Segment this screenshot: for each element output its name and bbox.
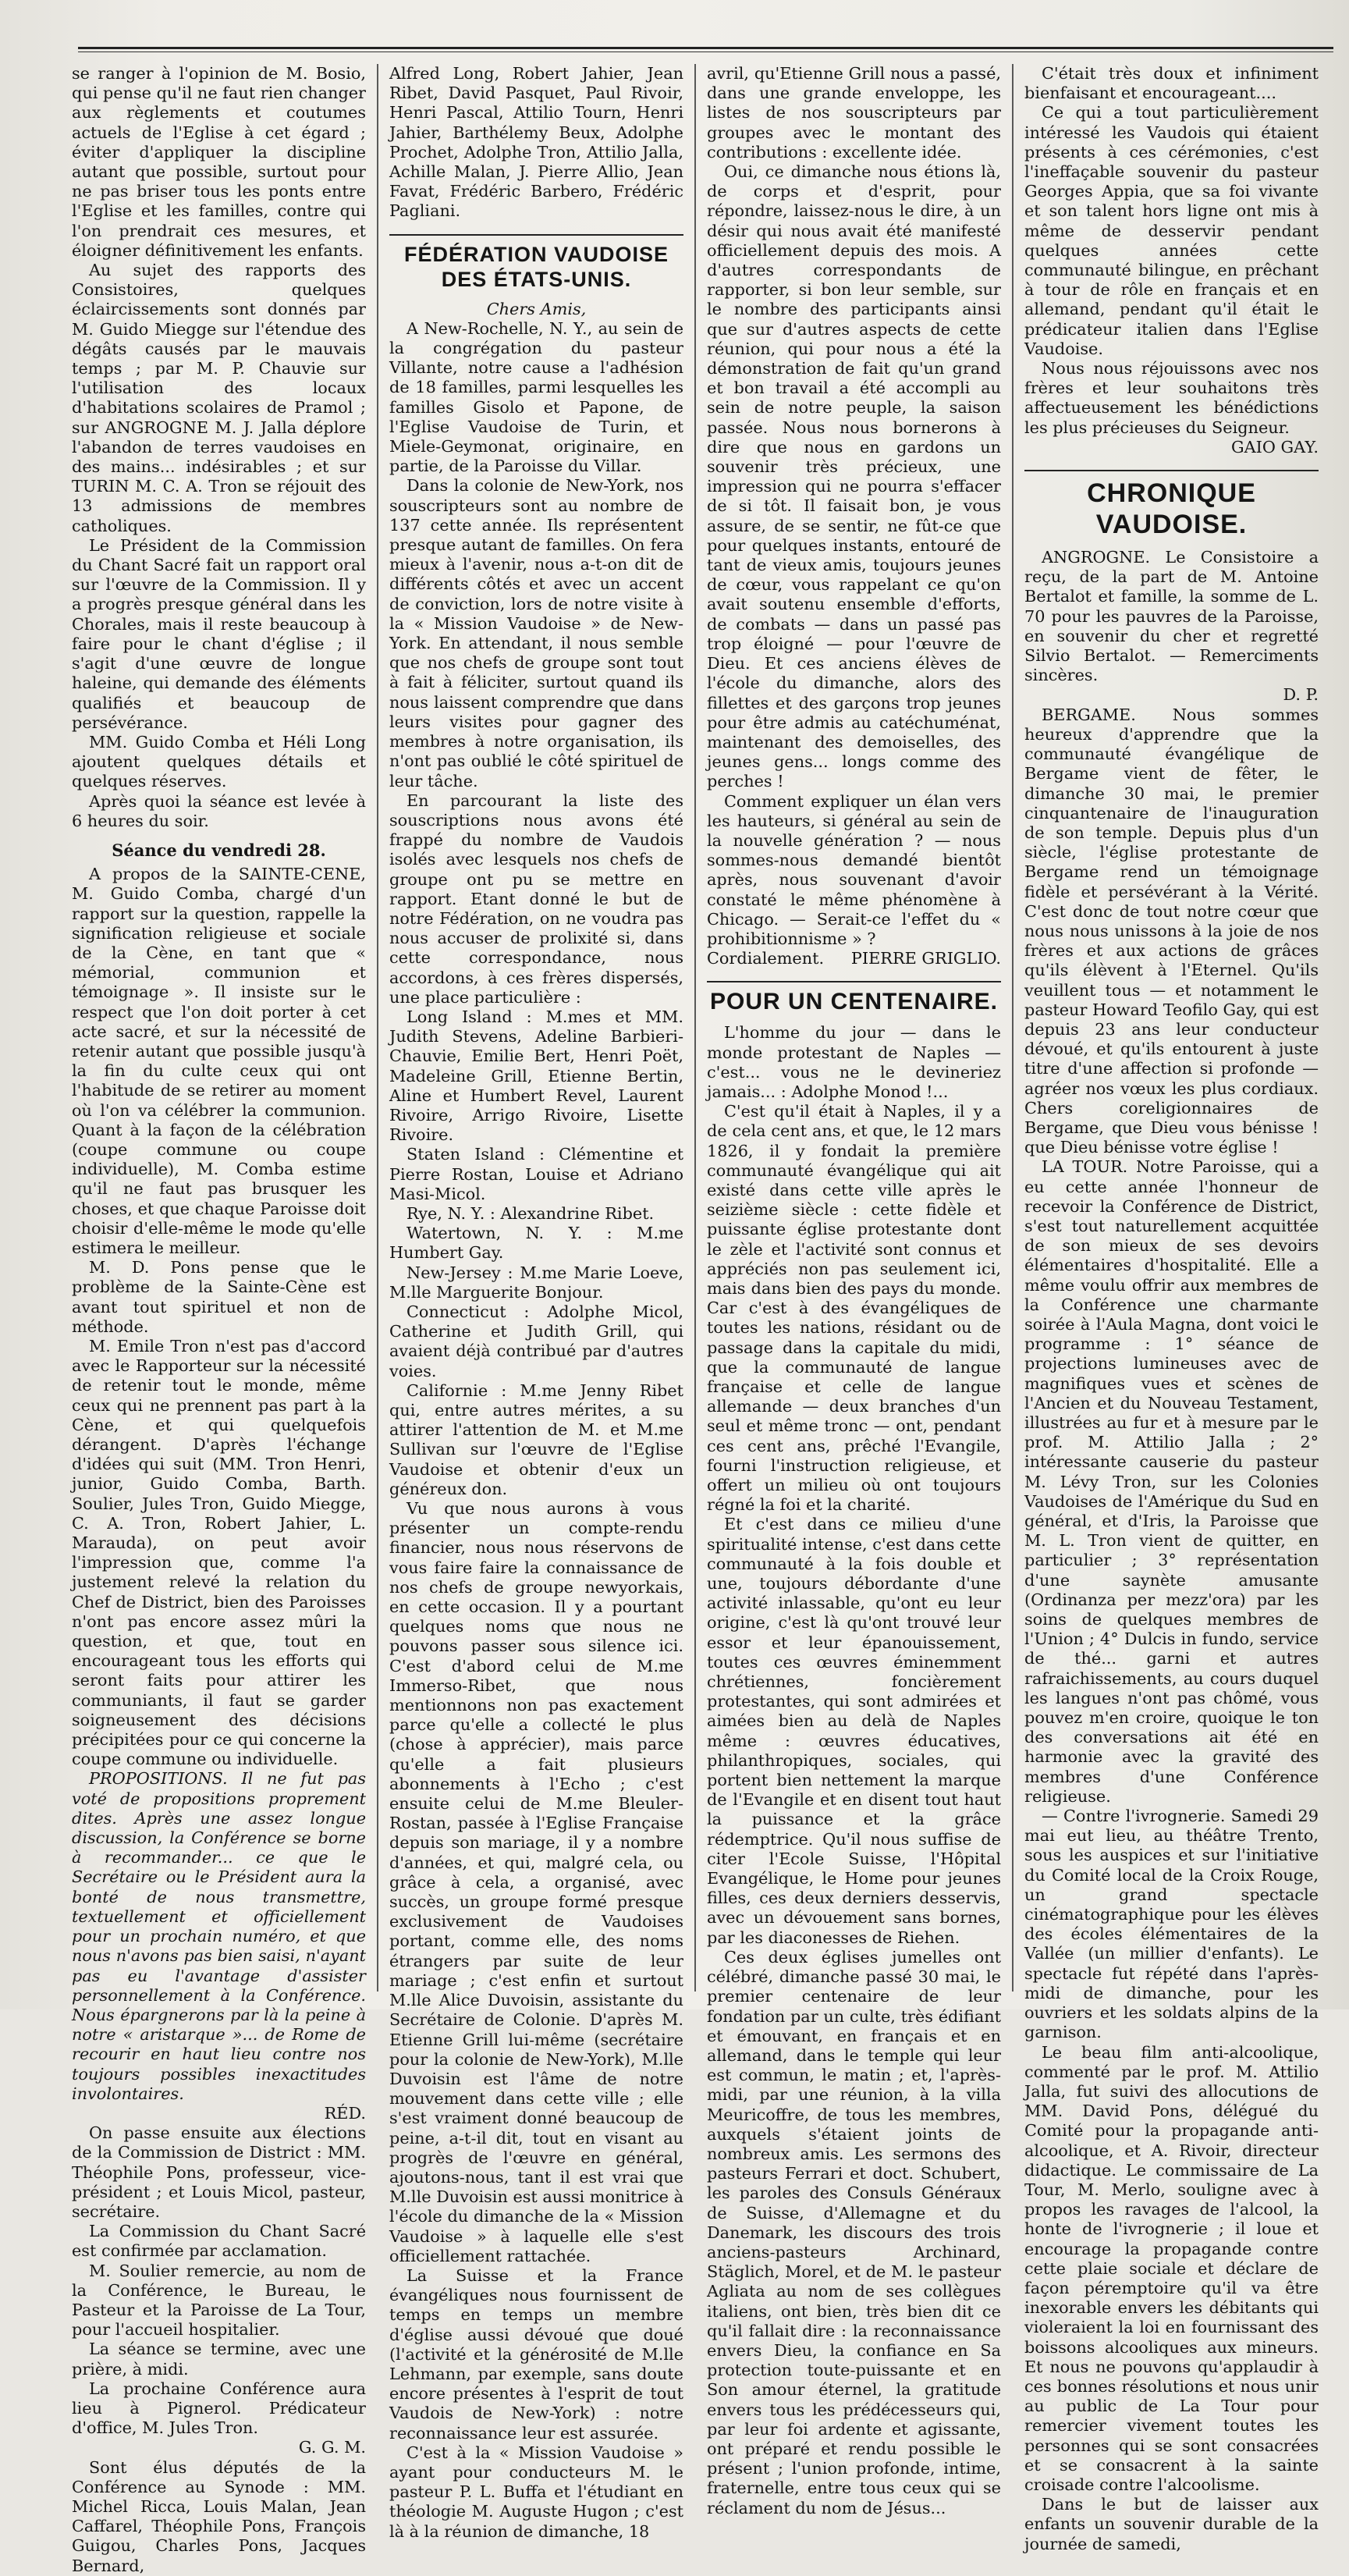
article-headline: FÉDÉRATION VAUDOISE DES ÉTATS-UNIS. [389,234,683,292]
paragraph: M. D. Pons pense que le problème de la Sainte-Cène est avant tout spirituel et non de méthode. [72,1258,366,1336]
paragraph: L'homme du jour — dans le monde protestant de Naples — c'est... vous ne le devineriez jamais... : Adolphe Monod !... [707,1023,1001,1101]
paragraph: On passe ensuite aux élections de la Commission de District : MM. Théophile Pons, professeur, vice-président ; et Louis Micol, pasteur, secrétaire. [72,2123,366,2221]
signature: G. G. M. [298,2438,366,2457]
paragraph: Ce qui a tout particulièrement intéressé les Vaudois qui étaient présents à ces cérémonies, c'est l'ineffaçable souvenir du pasteur Georges Appia, que sa foi vivante et son talent hors ligne ont mis à même de desservir pendant quelques années cette communauté bilingue, en prêchant à tour de rôle en français et en allemand, pendant qu'il était le prédicateur italien dans l'Eglise Vaudoise. [1024,103,1319,358]
paragraph: Watertown, N. Y. : M.me Humbert Gay. [389,1224,683,1263]
salutation: Chers Amis, [486,299,587,318]
columns [61,64,1333,2575]
paragraph: Dans le but de laisser aux enfants un souvenir durable de la journée de samedi, [1024,2495,1319,2553]
paragraph: — Contre l'ivrognerie. Samedi 29 mai eut lieu, au théâtre Trento, sous les auspices et sur l'initiative du Comité local de la Croix Rouge, un grand spectacle cinématographique pour les élèves des écoles élémentaires de la Vallée (un millier d'enfants). Le spectacle fut répété dans l'après-midi de dimanche, pour les ouvriers et les soldats alpins de la garnison. [1024,1807,1319,2042]
paragraph: New-Jersey : M.me Marie Loeve, M.lle Marguerite Bonjour. [389,1263,683,1302]
section-subhead: Séance du vendredi 28. [112,840,326,860]
paragraph: Connecticut : Adolphe Micol, Catherine et Judith Grill, qui avaient déjà contribué par d'autres voies. [389,1302,683,1380]
paragraph: se ranger à l'opinion de M. Bosio, qui pense qu'il ne faut rien changer aux règlements et coutumes actuels de l'Eglise à cet égard ; éviter d'appliquer la discipline autant que possible, surtout pour ne pas briser tous les ponts entre l'Eglise et les familles, contre qui l'on prendrait ces mesures, et éloigner définitivement les enfants. [72,64,366,260]
paragraph: A New-Rochelle, N. Y., au sein de la congrégation du pasteur Villante, notre cause a l'adhésion de 18 familles, parmi lesquelles les familles Gisolo et Papone, de l'Eglise Vaudoise de Turin, et Miele-Geymonat, originaire, en partie, de la Paroisse du Villar. [389,318,683,476]
paragraph: La séance se termine, avec une prière, à midi. [72,2340,366,2379]
paragraph: C'est à la « Mission Vaudoise » ayant pour conducteurs M. le pasteur P. L. Buffa et l'étudiant en théologie M. Auguste Hugon ; c'est là à la réunion de dimanche, 18 [389,2443,683,2541]
column-3 [696,64,1012,2517]
paragraph: Ces deux églises jumelles ont célébré, dimanche passé 30 mai, le premier centenaire de leur fondation par un culte, très édifiant et émouvant, en français et en allemand, dans le temple qui leur est commun, le matin ; et, l'après-midi, par une réunion, à la villa Meuricoffre, de tous les membres, auxquels s'étaient joints de nombreux amis. Les sermons des pasteurs Ferrari et doct. Schubert, les paroles des Consuls Généraux de Suisse, d'Allemagne et du Danemark, les discours des trois anciens-pasteurs Archinard, Stäglich, Morel, et de M. le pasteur Agliata au nom de ses collègues italiens, ont bien, très bien dit ce qu'il fallait dire : la reconnaissance envers Dieu, la confiance en Sa protection toute-puissante et en Son amour éternel, la gratitude envers tous les prédécesseurs qui, par leur foi ardente et agissante, ont préparé et rendu possible le présent ; l'union profonde, intime, fraternelle, entre tous ceux qui se réclament du nom de Jésus... [707,1947,1001,2517]
paragraph: La Suisse et la France évangéliques nous fournissent de temps en temps un membre d'église aussi dévoué que doué (l'activité et la générosité de M.lle Lehmann, par exemple, sans doute encore présentes à l'esprit de tout Vaudois de New-York) : notre reconnaissance leur est assurée. [389,2265,683,2443]
paragraph: Sont élus députés de la Conférence au Synode : MM. Michel Ricca, Louis Malan, Jean Caffarel, Théophile Pons, François Guigou, Charles Pons, Jacques Bernard, [72,2457,366,2575]
signature: RÉD. [324,2103,366,2123]
paragraph: Long Island : M.mes et MM. Judith Stevens, Adeline Barbieri-Chauvie, Emilie Bert, Henri Poët, Madeleine Grill, Etienne Bertin, Aline et Humbert Revel, Laurent Rivoire, Arrigo Rivoire, Lisette Rivoire. [389,1007,683,1145]
paragraph: La Commission du Chant Sacré est confirmée par acclamation. [72,2222,366,2261]
signature-row [707,949,1001,968]
paragraph: Californie : M.me Jenny Ribet qui, entre autres mérites, a su attirer l'attention de M. et M.me Sullivan sur l'œuvre de l'Eglise Vaudoise et obtenir d'eux un généreux don. [389,1380,683,1498]
paragraph: C'était très doux et infiniment bienfaisant et encourageant.... [1024,64,1319,103]
paragraph: Le beau film anti-alcoolique, commenté par le prof. M. Attilio Jalla, fut suivi des allocutions de MM. David Pons, délégué du Comité pour la propagande anti-alcoolique, et A. Rivoir, directeur didactique. Le commissaire de La Tour, M. Merlo, souligne avec à propos les ravages de l'alcool, la honte de l'ivrognerie ; il loue et encourage la propagande contre cette plaie sociale et déclare de façon péremptoire qu'il va être inexorable envers les débitants qui violeraient la loi en fournissant des boissons alcooliques aux mineurs. Et nous ne pouvons qu'applaudir à ces bonnes résolutions et nous unir au public de La Tour pour remercier vivement toutes les personnes qui se sont consacrées et se consacrent à la sainte croisade contre l'alcoolisme. [1024,2042,1319,2494]
paragraph: M. Emile Tron n'est pas d'accord avec le Rapporteur sur la nécessité de retenir tout le monde, même ceux qui ne prennent pas part à la Cène, et qui quelquefois dérangent. D'après l'échange d'idées qui suit (MM. Tron Henri, junior, Guido Comba, Barth. Soulier, Jules Tron, Guido Miegge, C. A. Tron, Robert Jahier, L. Marauda), on peut avoir l'impression que, comme l'a justement relevé la relation du Chef de District, bien des Paroisses n'ont pas encore assez mûri la question, et que, tout en encourageant tous les efforts qui seront faits pour attirer les communiants, il faut se garder soigneusement des décisions précipitées pour ce qui concerne la coupe commune ou individuelle. [72,1337,366,1769]
paragraph: Alfred Long, Robert Jahier, Jean Ribet, David Pasquet, Paul Rivoir, Henri Pascal, Attilio Tourn, Henri Jahier, Barthélemy Beux, Adolphe Prochet, Adolphe Tron, Attilio Jalla, Achille Malan, J. Pierre Allio, Jean Favat, Frédéric Barbero, Frédéric Pagliani. [389,64,683,221]
paragraph: Comment expliquer un élan vers les hauteurs, si général au sein de la nouvelle génération ? — nous sommes-nous demandé bientôt après, nous souvenant d'avoir constaté le même phénomène à Chicago. — Serait-ce l'effet du « prohibitionnisme » ? [707,791,1001,948]
paragraph: Rye, N. Y. : Alexandrine Ribet. [406,1203,655,1223]
paragraph: LA TOUR. Notre Paroisse, qui a eu cette année l'honneur de recevoir la Conférence de District, s'est tout naturellement acquittée de son mieux de ses devoirs élémentaires d'hospitalité. Elle a même voulu offrir aux membres de la Conférence une charmante soirée à l'Aula Magna, dont voici le programme : 1° séance de projections lumineuses avec de magnifiques vues et scènes de l'Ancien et du Nouveau Testament, illustrées au fur et à mesure par le prof. M. Attilio Jalla ; 2° intéressante causerie du pasteur M. Lévy Tron, sur les Colonies Vaudoises de l'Amérique du Sud en général, et d'Iris, la Paroisse que M. L. Tron vient de quitter, en particulier ; 3° représentation d'une saynète amusante (Ordinanza per mezz'ora) par les soins de quelques membres de l'Union ; 4° Dulcis in fundo, service de thé... garni et autres rafraichissements, au cours duquel les langues n'ont pas chômé, vous pouvez m'en croire, quoique le ton des conversations ait été en harmonie avec la gravité des membres d'une Conférence religieuse. [1024,1157,1319,1806]
paragraph: Le Président de la Commission du Chant Sacré fait un rapport oral sur l'œuvre de la Commission. Il y a progrès presque général dans les Chorales, mais il reste beaucoup à faire pour le chant d'église ; il s'agit d'une œuvre de longue haleine, qui demande des éléments qualifiés et beaucoup de persévérance. [72,535,366,732]
signature: PIERRE GRIGLIO. [850,949,1001,968]
column-2 [378,64,694,2541]
paragraph: MM. Guido Comba et Héli Long ajoutent quelques détails et quelques réserves. [72,732,366,791]
paragraph: Nous nous réjouissons avec nos frères et leur souhaitons très affectueusement les bénédictions les plus précieuses du Seigneur. [1024,359,1319,437]
paragraph: La prochaine Conférence aura lieu à Pignerol. Prédicateur d'office, M. Jules Tron. [72,2379,366,2438]
paragraph: C'est qu'il était à Naples, il y a de cela cent ans, et que, le 12 mars 1826, il y fondait la première communauté évangélique qui ait existé dans cette ville après le seizième siècle : cette fidèle et puissante église protestante dont le zèle et l'activité sont connus et appréciés non pas seulement ici, mais dans bien des pays du monde. Car c'est à des évangéliques de toutes les nations, résidant ou de passage dans la capitale du midi, que la communauté de langue française et celle de langue allemande — deux branches d'un seul et même tronc — ont, pendant ces cent ans, prêché l'Evangile, fourni l'instruction religieuse, et offert un milieu où ont toujours régné la foi et la charité. [707,1102,1001,1515]
section-headline: CHRONIQUE VAUDOISE. [1024,470,1319,540]
article-headline: POUR UN CENTENAIRE. [707,981,1001,1015]
paragraph: Staten Island : Clémentine et Pierre Rostan, Louise et Adriano Masi-Micol. [389,1145,683,1203]
paragraph: avril, qu'Etienne Grill nous a passé, dans une grande enveloppe, les listes de nos souscripteurs par groupes avec le montant des contributions : excellente idée. [707,64,1001,162]
paragraph: Oui, ce dimanche nous étions là, de corps et d'esprit, pour répondre, laissez-nous le dire, à un désir qui nous avait été manifesté officiellement depuis des mois. A d'autres correspondants de rapporter, si bon leur semble, sur le nombre des participants ainsi que sur d'autres aspects de cette réunion, qui pour nous a été la démonstration de fait qu'un grand et bon travail a été accompli au sein de notre peuple, la saison passée. Nous nous bornerons à dire que nous en gardons un souvenir très précieux, une impression qui ne pourra s'effacer de si tôt. Il faisait bon, je vous assure, de se sentir, ne fût-ce que pour quelques instants, entouré de tant de vieux amis, toujours jeunes de cœur, vous rappelant ce qu'on avait soutenu ensemble d'efforts, de combats — dans un passé pas trop éloigné — pour l'œuvre de Dieu. Et ces anciens élèves de l'école du dimanche, alors des fillettes et des garçons trop jeunes pour être admis au catéchuménat, maintenant des demoiselles, des jeunes gens... longs comme des perches ! [707,162,1001,791]
column-1 [61,64,377,2575]
paragraph: M. Soulier remercie, au nom de la Conférence, le Bureau, le Pasteur et la Paroisse de La Tour, pour l'accueil hospitalier. [72,2261,366,2340]
column-4 [1014,64,1329,2553]
paragraph: Vu que nous aurons à vous présenter un compte-rendu financier, nous nous réservons de vous faire faire la connaissance de nos chefs de groupe newyorkais, en cette occasion. Il y a pourtant quelques noms que nous ne pouvons passer sous silence ici. C'est d'abord celui de M.me Immerso-Ribet, que nous mentionnons non pas exactement parce qu'elle a collecté le plus (chose à apprécier), mais parce qu'elle a fait plusieurs abonnements à l'Echo ; c'est ensuite celui de M.me Bleuler-Rostan, passée à l'Eglise Française depuis son mariage, il y a nombre d'années, et qui, malgré cela, ou grâce à cela, a organisé, avec succès, un groupe formé presque exclusivement de Vaudoises portant, comme elle, des noms étrangers par suite de leur mariage ; c'est enfin et surtout M.lle Alice Duvoisin, assistante du Secrétaire de Colonie. D'après M. Etienne Grill lui-même (secrétaire pour la colonie de New-York), M.lle Duvoisin est l'âme de notre mouvement dans cette ville ; elle s'est vraiment donné beaucoup de peine, a-t-il dit, tout en visant au progrès de l'œuvre en général, ajoutons-nous, tant il est vrai que M.lle Duvoisin est aussi monitrice à l'école du dimanche de la « Mission Vaudoise » à laquelle elle s'est officiellement rattachée. [389,1499,683,2265]
signature: GAIO GAY. [1231,437,1319,457]
signature: D. P. [1283,685,1319,705]
top-rule [78,47,1333,52]
paragraph: ANGROGNE. Le Consistoire a reçu, de la part de M. Antoine Bertalot et famille, la somme de L. 70 pour les pauvres de la Paroisse, en souvenir du cher et regretté Silvio Bertalot. — Remerciments sincères. [1024,548,1319,685]
paragraph: PROPOSITIONS. Il ne fut pas voté de propositions proprement dites. Après une assez longue discussion, la Conférence se borne à recommander... ce que le Secrétaire ou le Président aura la bonté de nous transmettre, textuellement et officiellement pour un prochain numéro, et que nous n'avons pas bien saisi, n'ayant pas eu l'avantage d'assister personnellement à la Conférence. Nous épargnerons par là la peine à notre « aristarque »... de Rome de recourir en haut lieu contre nos toujours possibles inexactitudes involontaires. [72,1769,366,2103]
paragraph: A propos de la SAINTE-CENE, M. Guido Comba, chargé d'un rapport sur la question, rappelle la signification religieuse et sociale de la Cène, en tant que « mémorial, communion et témoignage ». Il insiste sur le respect que l'on doit porter à cet acte sacré, et sur la nécessité de retenir autant que possible jusqu'à la fin du culte ceux qui ont l'habitude de se retirer au moment où l'on va célébrer la communion. Quant à la façon de la célébration (coupe commune ou coupe individuelle), M. Comba estime qu'il ne faut pas brusquer les choses, et que chaque Paroisse doit choisir d'elle-même le mode qu'elle estimera le meilleur. [72,865,366,1257]
paragraph: Dans la colonie de New-York, nos souscripteurs sont au nombre de 137 cette année. Ils représentent presque autant de familles. On fera mieux à l'avenir, nous a-t-on dit de différents côtés et avec un accent de conviction, lors de notre visite à la « Mission Vaudoise » de New-York. En attendant, il nous semble que nos chefs de groupe sont tout à fait à féliciter, surtout quand ils nous laissent comprendre que dans leurs visites pour gagner des membres à notre organisation, ils n'ont pas oublié le côté spirituel de leur tâche. [389,476,683,791]
column-divider [694,64,696,1992]
paragraph: Au sujet des rapports des Consistoires, quelques éclaircissements sont donnés par M. Guido Miegge sur l'étendue des dégâts causés par le mauvais temps ; par M. P. Chauvie sur l'utilisation des locaux d'habitations scolaires de Pramol ; sur ANGROGNE M. J. Jalla déplore l'abandon de terres vaudoises en des mains... indésirables ; et sur TURIN M. C. A. Tron se réjouit des 13 admissions de membres catholiques. [72,261,366,535]
column-divider [1012,64,1014,1992]
paragraph: Et c'est dans ce milieu d'une spiritualité intense, c'est dans cette communauté à la fois double et une, toujours débordante d'une activité inlassable, qu'ont eu leur origine, c'est là qu'ont trouvé leur essor et leur épanouissement, toutes ces œuvres éminemment chrétiennes, foncièrement protestantes, qui sont admirées et aimées bien au delà de Naples même : œuvres éducatives, philanthropiques, sociales, qui portent bien nettement la marque de l'Evangile et en disent tout haut la puissance et la grâce rédemptrice. Qu'il nous suffise de citer l'Ecole Suisse, l'Hôpital Evangélique, le Home pour jeunes filles, ces deux derniers desservis, avec un dévouement sans bornes, par les diaconesses de Riehen. [707,1515,1001,1947]
sign-off: Cordialement. [707,949,825,968]
paragraph: En parcourant la liste des souscriptions nous avons été frappé du nombre de Vaudois isolés avec lesquels nos chefs de groupe ont pu se mettre en rapport. Etant donné le but de notre Fédération, on ne voudra pas nous accuser de prolixité si, dans cette correspondance, nous accordons, à ces frères dispersés, une place particulière : [389,791,683,1007]
paragraph: BERGAME. Nous sommes heureux d'apprendre que la communauté évangélique de Bergame vient de fêter, le dimanche 30 mai, le premier cinquantenaire de l'inauguration de son temple. Depuis plus d'un siècle, l'église protestante de Bergame rend un témoignage fidèle et persévérant à la Vérité. C'est donc de tout notre cœur que nous nous unissons à la joie de nos frères et aux actions de grâces qu'ils élèvent à l'Eternel. Qu'ils veuillent tous — et notamment le pasteur Howard Teofilo Gay, qui est depuis 23 ans leur conducteur dévoué, et qu'ils entourent à juste titre d'une affection si profonde — agréer nos vœux les plus cordiaux. Chers coreligionnaires de Bergame, que Dieu vous bénisse ! que Dieu bénisse votre église ! [1024,705,1319,1157]
column-divider [377,64,378,1992]
paragraph: Après quoi la séance est levée à 6 heures du soir. [72,791,366,830]
